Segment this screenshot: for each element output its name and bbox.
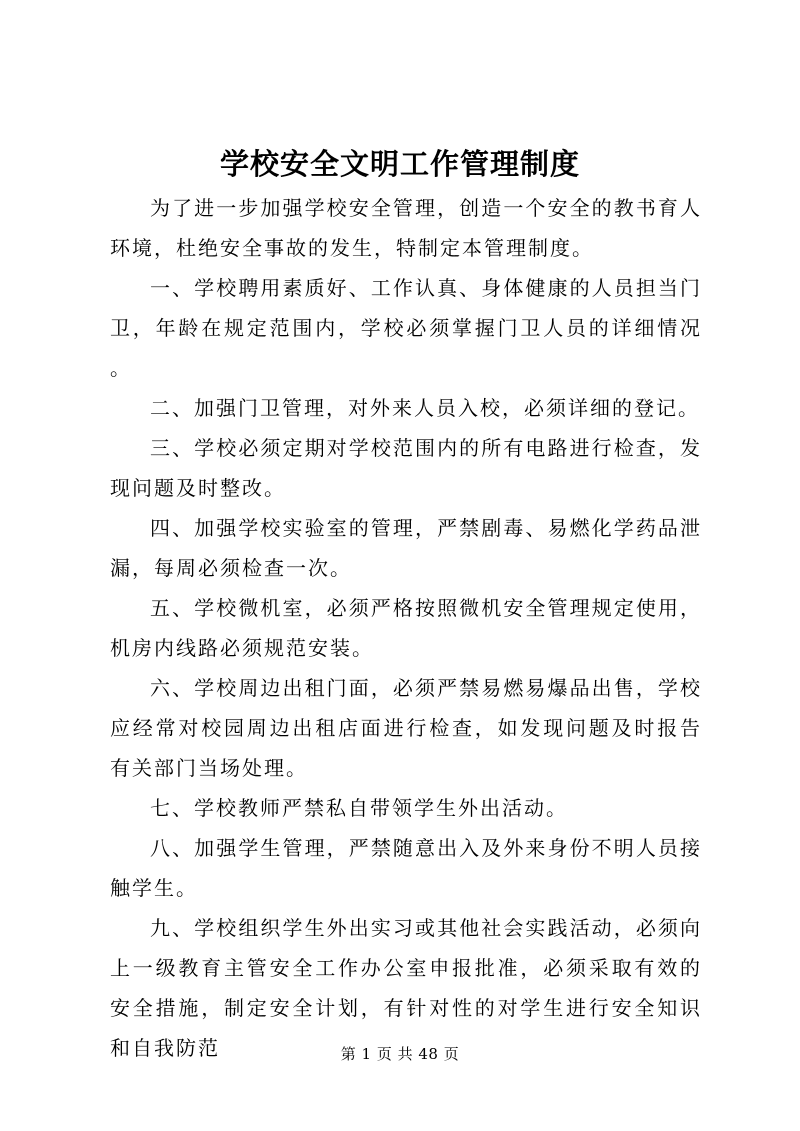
page-footer: 第 1 页 共 48 页 bbox=[340, 1045, 460, 1063]
document-title: 学校安全文明工作管理制度 bbox=[219, 147, 580, 181]
paragraph-item-3: 三、学校必须定期对学校范围内的所有电路进行检查，发现问题及时整改。 bbox=[110, 436, 702, 500]
paragraph-item-8: 八、加强学生管理，严禁随意出入及外来身份不明人员接触学生。 bbox=[110, 836, 702, 900]
paragraph-item-7: 七、学校教师严禁私自带领学生外出活动。 bbox=[150, 796, 568, 820]
paragraph-intro: 为了进一步加强学校安全管理，创造一个安全的教书育人环境，杜绝安全事故的发生，特制定本管理制度。 bbox=[110, 196, 702, 260]
paragraph-item-1: 一、学校聘用素质好、工作认真、身体健康的人员担当门卫，年龄在规定范围内，学校必须掌握门卫人员的详细情况。 bbox=[110, 276, 702, 380]
paragraph-item-5: 五、学校微机室，必须严格按照微机安全管理规定使用，机房内线路必须规范安装。 bbox=[110, 596, 702, 660]
paragraph-item-9: 九、学校组织学生外出实习或其他社会实践活动，必须向上一级教育主管安全工作办公室申报批准，必须采取有效的安全措施，制定安全计划，有针对性的对学生进行安全知识和自我防范 bbox=[110, 916, 702, 1060]
document-body bbox=[110, 188, 702, 1068]
paragraph-item-2: 二、加强门卫管理，对外来人员入校，必须详细的登记。 bbox=[150, 396, 700, 420]
paragraph-item-4: 四、加强学校实验室的管理，严禁剧毒、易燃化学药品泄漏，每周必须检查一次。 bbox=[110, 516, 702, 580]
paragraph-item-6: 六、学校周边出租门面，必须严禁易燃易爆品出售，学校应经常对校园周边出租店面进行检查，如发现问题及时报告有关部门当场处理。 bbox=[110, 676, 702, 780]
